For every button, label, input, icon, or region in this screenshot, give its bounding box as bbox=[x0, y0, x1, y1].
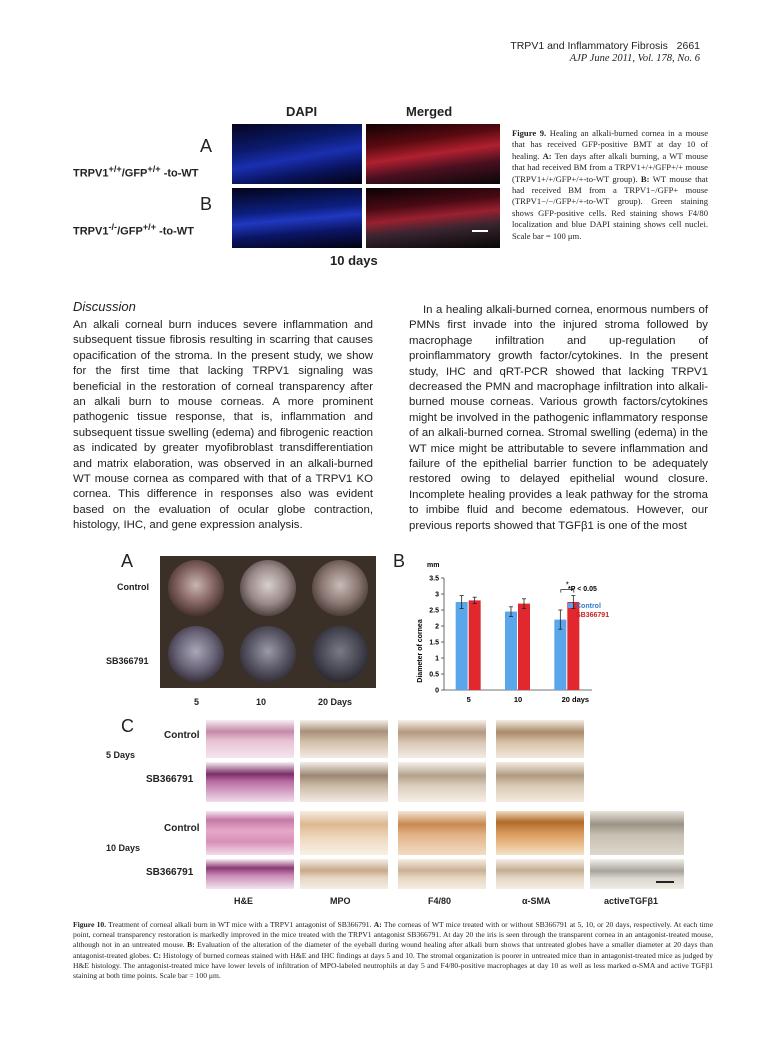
fig9-caption bbox=[512, 128, 708, 242]
histo-5d-sb-sma bbox=[496, 762, 584, 802]
fig10-c-5d-sb: SB366791 bbox=[146, 774, 194, 785]
fig10-caption-b-label: B: bbox=[187, 940, 195, 950]
histo-10d-control-f480 bbox=[398, 811, 486, 855]
fig10-caption-title: Figure 10. bbox=[73, 920, 107, 929]
stain-label-sma: α-SMA bbox=[522, 896, 551, 906]
fig9-caption-b-text: WT mouse that had received BM from a TRPV1−/GFP+ mouse (TRPV1−/−/GFP+/+-to-WT group). Green staining shows GFP-positive cells. Red staining shows F4/80 localization and blue DAPI staining shows cell nuclei. Scale bar = 100 μm. bbox=[512, 173, 709, 241]
fig10-bar-chart bbox=[408, 556, 628, 712]
fig10-caption-c-label: C: bbox=[153, 950, 162, 960]
fig10-c-group-5: 5 Days bbox=[106, 750, 136, 760]
chart-unit-label: mm bbox=[427, 562, 440, 569]
y-tick-label: 1 bbox=[435, 655, 439, 663]
fig10-a-col-10: 10 bbox=[256, 697, 267, 707]
fig9-scale-bar bbox=[472, 230, 488, 232]
fig9-merged-a-image bbox=[366, 124, 500, 184]
histo-5d-control-sma bbox=[496, 720, 584, 758]
y-tick-label: 1.5 bbox=[429, 639, 439, 647]
fig9-col-merged: Merged bbox=[406, 104, 453, 119]
journal-citation: AJP June 2011, Vol. 178, No. 6 bbox=[569, 53, 700, 64]
fig9-row-b-letter: B bbox=[200, 194, 213, 214]
histo-10d-control-he bbox=[206, 811, 294, 855]
page-number: 2661 bbox=[676, 40, 700, 52]
fig10-c-10d-sb: SB366791 bbox=[146, 867, 194, 878]
fig10-a-row-control: Control bbox=[117, 582, 149, 592]
histo-5d-sb-mpo bbox=[300, 762, 388, 802]
histo-5d-control-f480 bbox=[398, 720, 486, 758]
fig10-eye-sb-20 bbox=[312, 626, 368, 682]
histo-5d-control-mpo bbox=[300, 720, 388, 758]
y-tick-label: 0.5 bbox=[429, 671, 439, 679]
fig10-c-5d-control: Control bbox=[164, 730, 200, 741]
fig9-dapi-b-image bbox=[232, 188, 362, 248]
stain-label-he: H&E bbox=[234, 896, 254, 906]
histo-10d-sb-mpo bbox=[300, 859, 388, 889]
y-tick-label: 2 bbox=[435, 623, 439, 631]
fig10-caption bbox=[73, 920, 713, 981]
fig10-c-10d-control: Control bbox=[164, 823, 200, 834]
fig10-a-col-5: 5 bbox=[194, 697, 200, 707]
fig10-a-col-20: 20 Days bbox=[318, 697, 353, 707]
fig10-eye-control-20 bbox=[312, 560, 368, 616]
fig10-eye-sb-5 bbox=[168, 626, 224, 682]
fig9-caption-b-label: B: bbox=[640, 173, 650, 184]
fig10-caption-a-text: The corneas of WT mice treated with or without SB366791 at 5, 10, or 20 days, respectively. At each time point, corneal transparency restoration is markedly improved in the mice treated with the TRPV1 antagonist SB366791. At day 20 the iris is seen through the transparent cornea in an antagonist-treated mouse, although not in an untreated mouse. bbox=[73, 920, 714, 950]
stain-label-f480: F4/80 bbox=[428, 896, 452, 906]
fig9-time-label: 10 days bbox=[330, 253, 378, 268]
bar-control-0 bbox=[456, 602, 468, 690]
y-tick-label: 3.5 bbox=[429, 575, 439, 583]
fig10-caption-c-text: Histology of burned corneas stained with H&E and IHC findings at days 5 and 10. The stromal organization is poorer in untreated mice than in antagonist-treated mice as judged by H&E histology. The antagonist-treated mice have lower levels of infiltration of MPO-labeled neutrophils at day 5 and F4/80-positive macrophages at day 10 as well as less marked α-SMA and active TGFβ1 staining at both time points. Scale bar = 100 μm. bbox=[73, 950, 713, 981]
fig10-a-row-sb: SB366791 bbox=[106, 656, 149, 666]
significance-star: * bbox=[565, 580, 569, 590]
bar-sb366791-1 bbox=[518, 604, 530, 690]
fig10-panel-a-letter: A bbox=[121, 551, 134, 571]
histo-10d-sb-he bbox=[206, 859, 294, 889]
fig10-eye-control-5 bbox=[168, 560, 224, 616]
fig10-caption-a-label: A: bbox=[373, 920, 382, 929]
histo-10d-control-mpo bbox=[300, 811, 388, 855]
fig9-col-dapi: DAPI bbox=[286, 104, 318, 119]
fig10-caption-text: Treatment of corneal alkali burn in WT mice with a TRPV1 antagonist of SB366791. bbox=[108, 920, 372, 929]
histo-10d-sb-tgfb1 bbox=[590, 859, 684, 889]
fig10-panel-c-letter: C bbox=[121, 716, 134, 736]
bar-control-2 bbox=[554, 620, 566, 690]
stain-label-tgfb1: activeTGFβ1 bbox=[604, 896, 659, 906]
fig9-caption-a-text: Ten days after alkali burning, a WT mouse that had received BM from a TRPV1+/+/GFP+/+ mouse (TRPV1+/+/GFP+/+-to-WT group). bbox=[512, 150, 708, 184]
histo-5d-sb-f480 bbox=[398, 762, 486, 802]
fig9-dapi-a-image bbox=[232, 124, 362, 184]
legend-label-control: Control bbox=[576, 603, 601, 610]
discussion-heading: Discussion bbox=[73, 299, 136, 314]
fig9-row-a-letter: A bbox=[200, 136, 213, 156]
x-tick-label: 20 days bbox=[561, 695, 590, 704]
legend-swatch-sb bbox=[568, 612, 573, 617]
discussion-left-paragraph: An alkali corneal burn induces severe inflammation and subsequent tissue fibrosis resulting in scarring that causes opacification of the stroma. In the present study, we show for the first time that lacking TRPV1 signaling was beneficial in the restoration of corneal transparency after an alkali burn to mouse corneas. A more prominent pathogenic tissue response, that is, inflammation and subsequent tissue swelling (edema) and fibrogenic reaction as indicated by greater myofibroblast transdifferentiation and matrix elaboration, was observed in an alkali-burned WT mouse cornea as compared with that of a TRPV1 KO cornea. This difference in responses also was evident based on the evaluation of ocular globe contraction, histology, IHC, and gene expression analysis. bbox=[73, 319, 373, 532]
fig9-caption-title: Figure 9. bbox=[512, 128, 547, 138]
stain-label-mpo: MPO bbox=[330, 896, 351, 906]
legend-label-sb: SB366791 bbox=[576, 612, 610, 619]
fig9-row-b-label: TRPV1-/-/GFP+/+ -to-WT bbox=[73, 222, 194, 238]
fig9-row-a-label: TRPV1+/+/GFP+/+ -to-WT bbox=[73, 164, 199, 180]
running-title: TRPV1 and Inflammatory Fibrosis bbox=[510, 40, 668, 52]
fig9-caption-a-label: A: bbox=[542, 150, 552, 161]
histo-10d-control-tgfb1 bbox=[590, 811, 684, 855]
chart-significance-note: *P < 0.05 bbox=[568, 586, 597, 593]
histo-10d-sb-f480 bbox=[398, 859, 486, 889]
bar-sb366791-0 bbox=[469, 600, 481, 690]
legend-swatch-control bbox=[568, 603, 573, 608]
histo-10d-sb-sma bbox=[496, 859, 584, 889]
y-tick-label: 3 bbox=[435, 591, 439, 599]
running-header bbox=[510, 40, 700, 52]
y-tick-label: 2.5 bbox=[429, 607, 439, 615]
fig9-merged-b-image bbox=[366, 188, 500, 248]
x-tick-label: 5 bbox=[466, 695, 471, 704]
fig10-panel-b-letter: B bbox=[393, 551, 406, 571]
fig10-caption-b-text: Evaluation of the alteration of the diameter of the eyeball during wound healing after alkali burn shows that untreated globes have a smaller diameter at 20 days than antagonist-treated globes. bbox=[73, 940, 713, 960]
fig10-eye-control-10 bbox=[240, 560, 296, 616]
chart-y-axis-label: Diameter of cornea bbox=[417, 619, 424, 683]
y-tick-label: 0 bbox=[435, 687, 439, 695]
fig10-eye-sb-10 bbox=[240, 626, 296, 682]
bar-control-1 bbox=[505, 612, 517, 690]
discussion-right-paragraph: In a healing alkali-burned cornea, enormous numbers of PMNs first invade into the injured stroma followed by macrophage infiltration and up-regulation of proinflammatory growth factor/cytokines. In the present study, IHC and qRT-PCR showed that lacking TRPV1 decreased the PMN and macrophage infiltration into alkali-burned mouse corneas. Various growth factors/cytokines might be involved in the pathogenic inflammatory response of an alkali-burned cornea. Stromal swelling (edema) in the WT mice might be attributable to severe inflammation and failure of the epithelial barrier function to be adequately restored owing to delayed epithelial wound closure. Incomplete healing provides a leak pathway for the stroma to imbibe fluid and become edematous. However, our previous reports showed that TGFβ1 is one of the most bbox=[409, 304, 708, 532]
fig10-a-eye-grid bbox=[160, 556, 376, 688]
histo-10d-control-sma bbox=[496, 811, 584, 855]
fig10-scale-bar bbox=[656, 881, 674, 883]
histo-5d-sb-he bbox=[206, 762, 294, 802]
x-tick-label: 10 bbox=[513, 695, 523, 704]
fig9-caption-text: Healing an alkali-burned cornea in a mouse that has received GFP-positive BMT at day 10 of healing. bbox=[512, 128, 709, 161]
fig10-c-group-10: 10 Days bbox=[106, 843, 141, 853]
histo-5d-control-he bbox=[206, 720, 294, 758]
